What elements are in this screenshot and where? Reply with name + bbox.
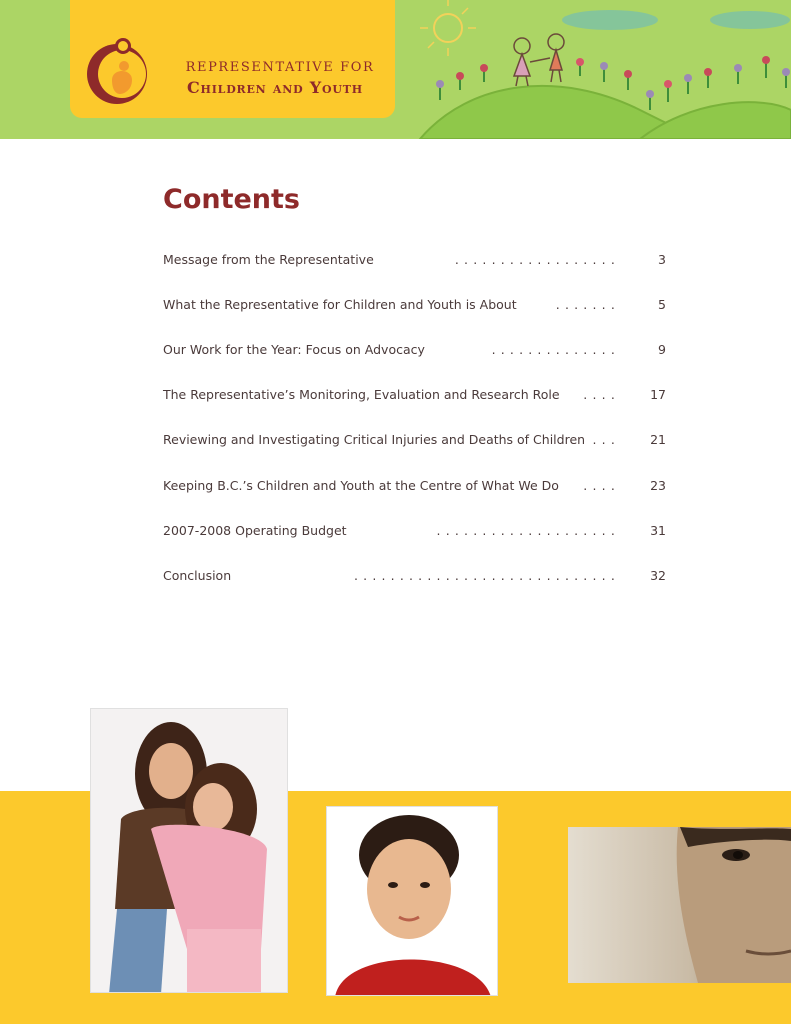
toc-entry-title: Our Work for the Year: Focus on Advocacy xyxy=(163,342,425,357)
toc-page-number: 9 xyxy=(658,342,666,357)
toc-page-number: 31 xyxy=(650,523,666,538)
toc-leader-dots: .................. xyxy=(454,252,620,267)
toc-leader-dots: .................... xyxy=(436,523,620,538)
toc-entry[interactable] xyxy=(163,523,666,543)
toc-entry[interactable] xyxy=(163,478,666,498)
two-girls-hugging-photo xyxy=(90,708,288,993)
toc-entry[interactable] xyxy=(163,342,666,362)
toc-entry-title: The Representative’s Monitoring, Evaluation and Research Role xyxy=(163,387,560,402)
toc-page-number: 32 xyxy=(650,568,666,583)
toc-page-number: 23 xyxy=(650,478,666,493)
toc-entry-title: Message from the Representative xyxy=(163,252,374,267)
toc-leader-dots: ....... xyxy=(555,297,620,312)
rcy-logo-icon xyxy=(80,34,150,110)
page-title: Contents xyxy=(163,184,301,215)
toc-entry[interactable] xyxy=(163,568,666,588)
org-name-line1: REPRESENTATIVE FOR xyxy=(185,60,375,75)
toc-leader-dots: .... xyxy=(583,387,620,402)
toc-entry-title: Keeping B.C.’s Children and Youth at the Centre of What We Do xyxy=(163,478,559,493)
org-name-line2: Children and Youth xyxy=(187,78,363,97)
teen-face-closeup-photo xyxy=(568,827,791,983)
toc-page-number: 3 xyxy=(658,252,666,267)
toc-entry[interactable] xyxy=(163,297,666,317)
toc-entry-title: What the Representative for Children and Youth is About xyxy=(163,297,517,312)
toc-page-number: 21 xyxy=(650,432,666,447)
toc-entry-title: 2007-2008 Operating Budget xyxy=(163,523,347,538)
toc-page-number: 17 xyxy=(650,387,666,402)
young-boy-portrait-photo xyxy=(326,806,498,996)
toc-leader-dots: .... xyxy=(583,478,620,493)
toc-entry-title: Conclusion xyxy=(163,568,232,583)
toc-leader-dots: ... xyxy=(592,432,620,447)
toc-entry-title: Reviewing and Investigating Critical Injuries and Deaths of Children xyxy=(163,432,586,447)
toc-page-number: 5 xyxy=(658,297,666,312)
logo-panel xyxy=(70,0,395,118)
toc-entry[interactable] xyxy=(163,252,666,272)
toc-entry[interactable] xyxy=(163,387,666,407)
header-banner xyxy=(0,0,791,139)
toc-entry[interactable] xyxy=(163,432,666,452)
toc-leader-dots: .............. xyxy=(491,342,620,357)
toc-leader-dots: ............................. xyxy=(353,568,620,583)
